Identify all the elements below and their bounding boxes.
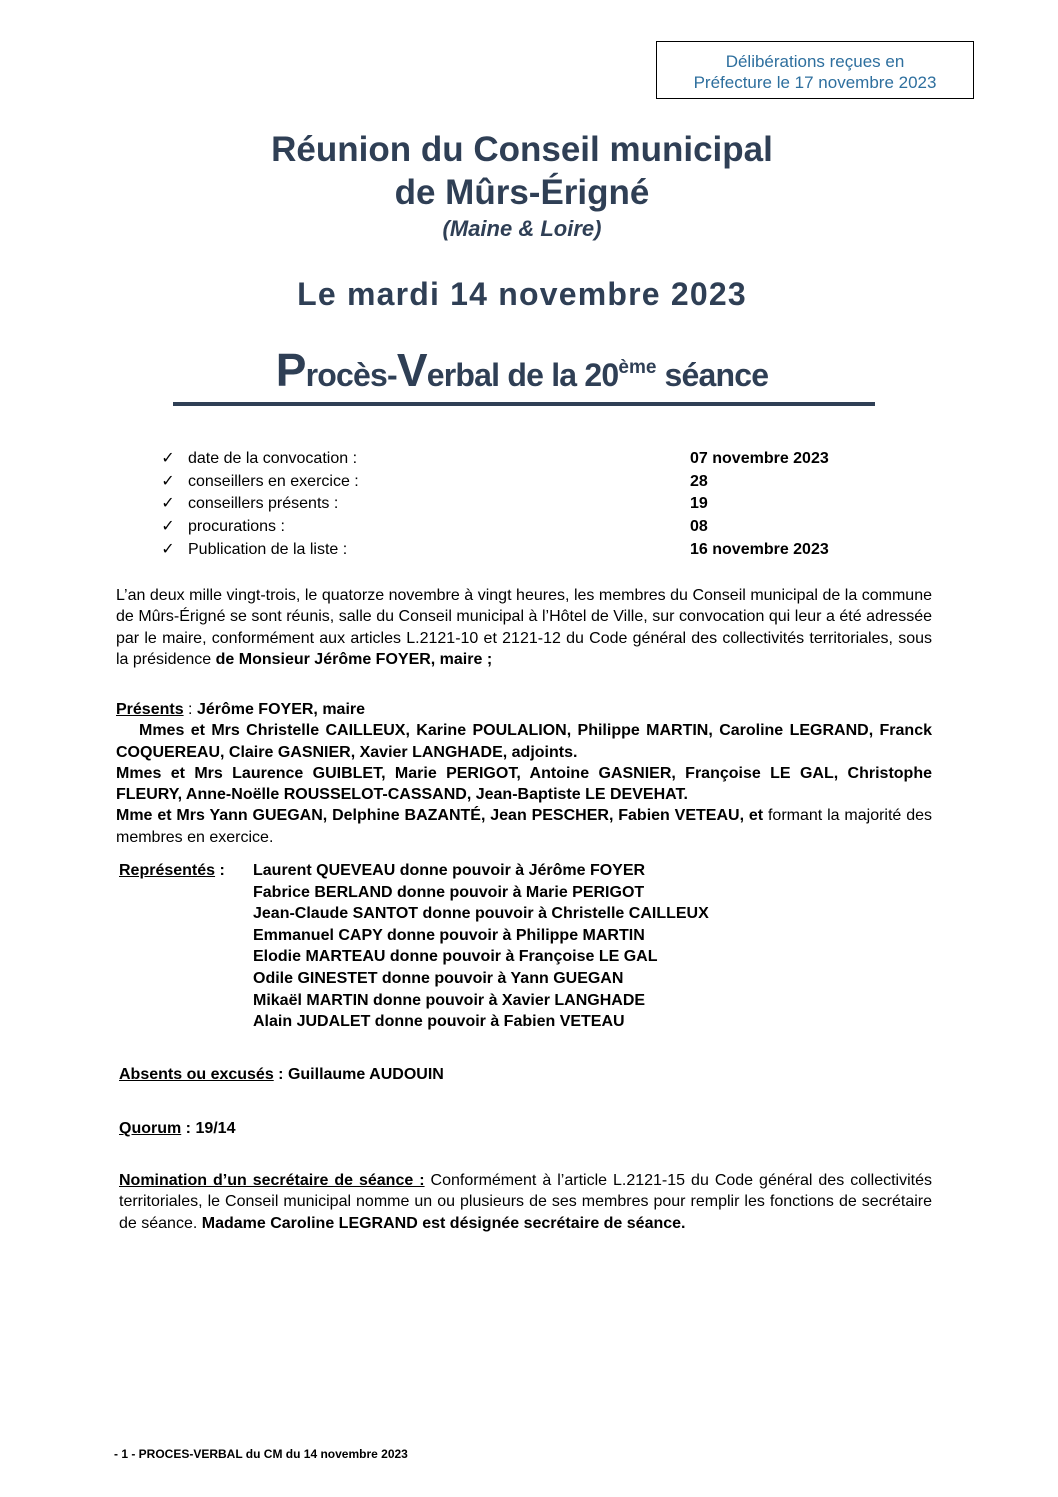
list-item: Emmanuel CAPY donne pouvoir à Philippe MARTIN <box>253 926 645 944</box>
representes-sep: : <box>215 862 225 879</box>
fact-value: 19 <box>690 495 708 513</box>
intro-text: L’an deux mille vingt-trois, le quatorze novembre à vingt heures, les membres du Conseil municipal de la commune de Mûrs-Érigné se sont réunis, salle du Conseil municipal à l’Hôtel de Ville, sur convocation qui leur a été adressée par le maire, conformément aux articles L.2121-10 et 2121-12 du Code général des collectivités territoriales, sous la présidence <box>116 587 932 668</box>
title-line-1: Réunion du Conseil municipal <box>271 130 773 169</box>
fact-value: 07 novembre 2023 <box>690 450 829 467</box>
fact-row <box>160 539 860 562</box>
nomination-text: Conformément à l’article L.2121-15 du Code général des collectivités territoriales, le Conseil municipal nomme un ou plusieurs de ses membres pour remplir les fonctions de secrétaire de séance. <box>119 1172 932 1232</box>
nomination-paragraph <box>119 1170 932 1234</box>
pv-text-3: séance <box>656 357 769 393</box>
pv-text-2: erbal de la 20 <box>426 357 619 393</box>
fact-label: Publication de la liste : <box>188 540 348 558</box>
representes-label: Représentés <box>119 862 216 879</box>
checkmark-icon: ✓ <box>161 472 175 490</box>
absents-value: : Guillaume AUDOUIN <box>273 1066 444 1083</box>
fact-row <box>160 516 860 539</box>
list-item: Fabrice BERLAND donne pouvoir à Marie PERIGOT <box>253 883 645 901</box>
presents-group3-block <box>116 805 932 848</box>
list-item: Alain JUDALET donne pouvoir à Fabien VETEAU <box>253 1013 625 1031</box>
fact-row <box>160 493 860 516</box>
pv-superscript: ème <box>618 357 657 378</box>
presents-line <box>116 699 932 720</box>
checkmark-icon: ✓ <box>161 540 175 558</box>
presents-adjoints: Mmes et Mrs Christelle CAILLEUX, Karine POULALION, Philippe MARTIN, Caroline LEGRAND, Franck COQUEREAU, Claire GASNIER, Xavier LANGHADE, adjoints. <box>116 722 932 761</box>
nomination-secretary: Madame Caroline LEGRAND est désignée secrétaire de séance. <box>201 1214 686 1232</box>
checkmark-icon: ✓ <box>161 495 175 513</box>
fact-row <box>160 471 860 494</box>
quorum-line <box>119 1118 235 1140</box>
presents-adjoints-block <box>116 720 932 763</box>
presents-majority: formant la majorité des membres en exercice. <box>116 807 932 846</box>
heading-divider <box>173 402 875 406</box>
facts-list <box>160 448 860 561</box>
fact-label: conseillers en exercice : <box>188 472 359 490</box>
quorum-label: Quorum <box>119 1120 182 1137</box>
meeting-date: Le mardi 14 novembre 2023 <box>297 276 747 312</box>
presents-group2-block <box>116 763 932 806</box>
presents-group3: Mme et Mrs Yann GUEGAN, Delphine BAZANTÉ, Jean PESCHER, Fabien VETEAU, et <box>116 807 764 825</box>
list-item: Jean-Claude SANTOT donne pouvoir à Christelle CAILLEUX <box>253 905 709 923</box>
presents-group2: Mmes et Mrs Laurence GUIBLET, Marie PERIGOT, Antoine GASNIER, Françoise LE GAL, Christophe FLEURY, Anne-Noëlle ROUSSELOT-CASSAND, Jean-Baptiste LE DEVEHAT. <box>116 764 932 804</box>
fact-label: procurations : <box>188 518 285 536</box>
fact-value: 28 <box>690 472 708 490</box>
representes-label-line <box>119 860 225 882</box>
fact-value: 08 <box>690 518 708 536</box>
presents-label: Présents <box>116 701 184 718</box>
intro-president: de Monsieur Jérôme FOYER, maire ; <box>215 650 493 668</box>
intro-paragraph <box>116 585 932 670</box>
quorum-value: : 19/14 <box>181 1120 236 1137</box>
pv-text-1: rocès- <box>305 357 397 393</box>
presents-section <box>116 699 932 848</box>
absents-label: Absents ou excusés <box>119 1066 274 1083</box>
list-item: Laurent QUEVEAU donne pouvoir à Jérôme FOYER <box>253 862 646 879</box>
fact-label: conseillers présents : <box>188 495 339 513</box>
representes-list <box>253 860 709 1033</box>
list-item: Mikaël MARTIN donne pouvoir à Xavier LANGHADE <box>253 991 646 1009</box>
list-item: Elodie MARTEAU donne pouvoir à Françoise LE GAL <box>253 948 658 966</box>
title-line-2: de Mûrs-Érigné <box>394 173 650 212</box>
nomination-label: Nomination d’un secrétaire de séance : <box>119 1172 425 1189</box>
list-item: Odile GINESTET donne pouvoir à Yann GUEGAN <box>253 969 624 987</box>
pv-heading <box>0 340 1044 403</box>
page-footer: - 1 - PROCES-VERBAL du CM du 14 novembre 2023 <box>114 1447 408 1461</box>
absents-line <box>119 1064 444 1086</box>
pv-initial-v: V <box>396 344 427 396</box>
fact-row <box>160 448 860 471</box>
fact-value: 16 novembre 2023 <box>690 540 829 558</box>
stamp-line-2: Préfecture le 17 novembre 2023 <box>693 73 937 92</box>
checkmark-icon: ✓ <box>161 450 175 467</box>
stamp-line-1: Délibérations reçues en <box>725 52 905 71</box>
fact-label: date de la convocation : <box>188 450 358 467</box>
checkmark-icon: ✓ <box>161 518 175 536</box>
region-subtitle: (Maine & Loire) <box>442 216 602 241</box>
pv-initial-p: P <box>275 344 306 396</box>
presents-sep: : <box>183 701 197 718</box>
presents-maire: Jérôme FOYER, maire <box>196 701 366 718</box>
prefecture-stamp <box>656 41 974 99</box>
